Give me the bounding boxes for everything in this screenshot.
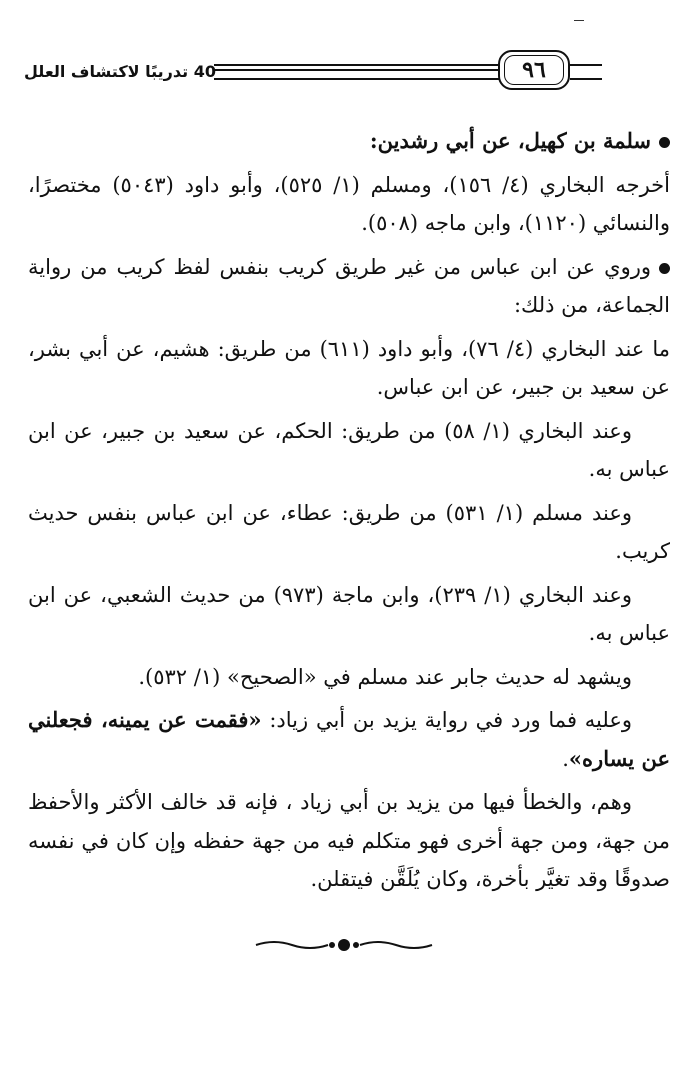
page-body [28,122,670,899]
paragraph: ما عند البخاري (٤/ ٧٦)، وأبو داود (٦١١) من طريق: هشيم، عن أبي بشر، عن سعيد بن جبير، عن ابن عباس. [28,336,670,399]
running-title: 40 تدريبًا لاكتشاف العلل [24,62,216,81]
paragraph: ويشهد له حديث جابر عند مسلم في «الصحيح» (١/ ٥٣٢). [138,664,632,689]
header-rule-inner [214,69,504,75]
paragraph: وهم، والخطأ فيها من يزيد بن أبي زياد ، فإنه قد خالف الأكثر والأحفظ من جهة، ومن جهة أخرى فهو متكلم فيه من جهة حفظه وإن كان في نفسه صدوقًا وقد تغيَّر بأخرة، وكان يُلَقَّن فيتقلن. [28,790,670,891]
paragraph-lead: وعليه فما ورد في رواية يزيد بن أبي زياد: [261,708,632,732]
section-heading: سلمة بن كهيل، عن أبي رشدين: [28,122,670,161]
paragraph: وعند البخاري (١/ ٢٣٩)، وابن ماجة (٩٧٣) من حديث الشعبي، عن ابن عباس به. [28,582,670,645]
paragraph: وعند البخاري (١/ ٥٨) من طريق: الحكم، عن سعيد بن جبير، عن ابن عباس به. [28,418,670,481]
paragraph-quote [28,701,670,778]
bullet-paragraph: وروي عن ابن عباس من غير طريق كريب بنفس لفظ كريب من رواية الجماعة، من ذلك: [28,248,670,325]
ornament-divider-icon [254,938,434,952]
header-rule-right [570,64,602,80]
scan-mark [574,20,584,21]
paragraph-end: . [562,746,569,771]
paragraph: وعند مسلم (١/ ٥٣١) من طريق: عطاء، عن ابن عباس بنفس حديث كريب. [28,500,670,563]
quoted-text: «فقمت عن يمينه، فجعلني عن يساره» [28,707,670,771]
page-number: ٩٦ [498,50,570,90]
paragraph: أخرجه البخاري (٤/ ١٥٦)، ومسلم (١/ ٥٢٥)، وأبو داود (٥٠٤٣) مختصرًا، والنسائي (١١٢٠)، وابن ماجه (٥٠٨). [28,172,670,235]
